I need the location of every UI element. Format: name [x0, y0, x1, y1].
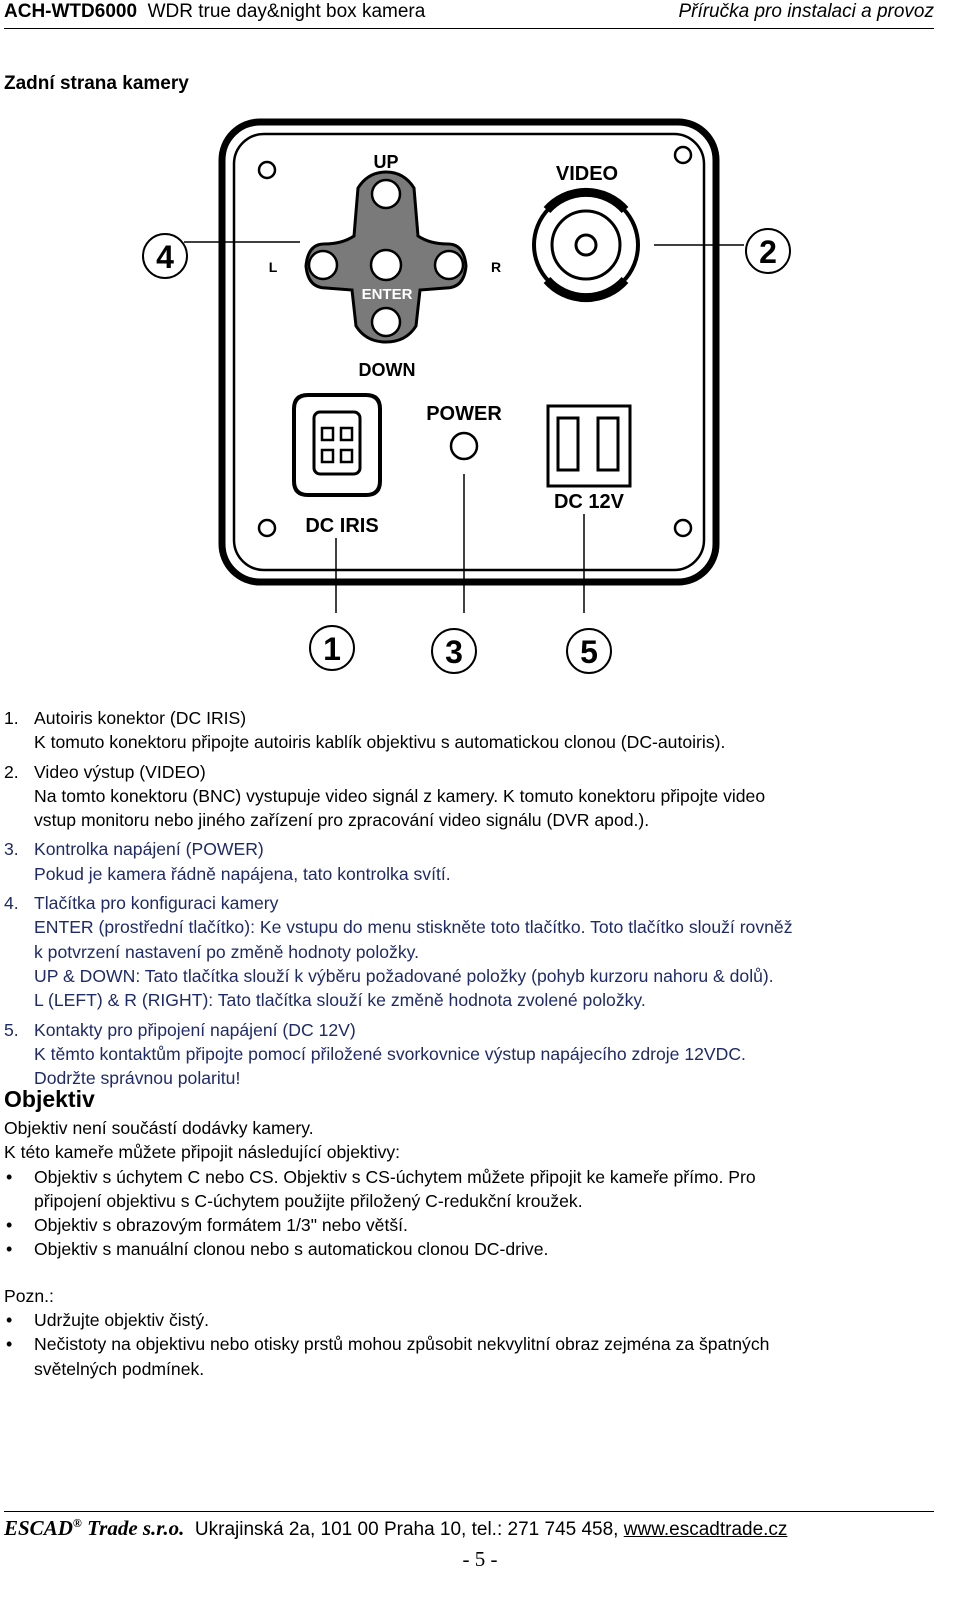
list-item — [4, 891, 944, 1012]
page-footer — [4, 1516, 944, 1541]
list-item-title: Kontrolka napájení (POWER) — [34, 839, 264, 860]
callout-2-label: 2 — [759, 234, 777, 270]
power-led — [451, 433, 477, 459]
objektiv-intro-2: K této kameře můžete připojit následující objektivy: — [4, 1142, 401, 1163]
section-title: Zadní strana kamery — [4, 73, 189, 94]
footer-company-name: ESCAD — [4, 1516, 73, 1540]
header-model-code: ACH-WTD6000 — [4, 1, 138, 22]
callout-4-label: 4 — [156, 239, 174, 275]
list-item — [4, 837, 944, 886]
footer-company — [4, 1516, 184, 1540]
list-item-title: Tlačítka pro konfiguraci kamery — [34, 893, 279, 914]
label-power: POWER — [426, 403, 502, 425]
left-button[interactable] — [309, 251, 337, 279]
lens-bullet-list — [4, 1165, 944, 1262]
screw-bottom-right — [675, 520, 691, 536]
callout-1 — [310, 626, 354, 670]
list-item-text: vstup monitoru nebo jiného zařízení pro zpracování video signálu (DVR apod.). — [34, 810, 650, 831]
page-header — [4, 0, 934, 29]
video-bnc-connector — [534, 192, 638, 297]
header-manual-title: Příručka pro instalaci a provoz — [678, 1, 934, 22]
label-dc-iris: DC IRIS — [305, 515, 379, 537]
list-item — [4, 1237, 944, 1261]
label-dc-12v: DC 12V — [553, 491, 625, 513]
list-item-number: 2. — [4, 761, 19, 782]
registered-mark: ® — [72, 1516, 82, 1530]
label-video: VIDEO — [555, 163, 619, 185]
footer-divider — [4, 1511, 934, 1512]
dc-iris-connector — [294, 395, 380, 495]
callout-5 — [567, 629, 611, 673]
camera-housing-outer — [222, 122, 716, 582]
footer-address: Ukrajinská 2a, 101 00 Praha 10, tel.: 271 745 458, — [194, 1519, 619, 1540]
header-model — [4, 1, 425, 23]
bullet-text: • Nečistoty na objektivu nebo otisky prstů mohou způsobit nekvylitní obraz zejména za špatných — [34, 1334, 770, 1355]
callout-3 — [432, 629, 476, 673]
bullet-text: připojení objektivu s C-úchytem použijte přiložený C-redukční kroužek. — [34, 1190, 583, 1211]
objektiv-intro: Objektiv není součástí dodávky kamery. — [4, 1118, 314, 1138]
list-item-text: K těmto kontaktům připojte pomocí přiložené svorkovnice výstup napájecího zdroje 12VDC. — [34, 1043, 746, 1064]
list-item-number: 5. — [4, 1019, 19, 1040]
page-number: - 5 - — [462, 1547, 498, 1571]
callout-4 — [143, 234, 187, 278]
list-item-number: 4. — [4, 893, 19, 914]
list-item-title: Video výstup (VIDEO) — [34, 761, 206, 782]
bullet-text: • Objektiv s manuální clonou nebo s automatickou clonou DC-drive. — [34, 1239, 549, 1260]
bullet-text: • Udržujte objektiv čistý. — [34, 1310, 210, 1331]
list-item-text: L (LEFT) & R (RIGHT): Tato tlačítka slouží ke změně hodnota zvolené položky. — [34, 990, 646, 1011]
note-bullet-list — [4, 1308, 944, 1381]
footer-website-link[interactable]: www.escadtrade.cz — [623, 1519, 788, 1540]
enter-button[interactable] — [371, 250, 401, 280]
camera-back-diagram — [130, 108, 810, 708]
list-item-text: ENTER (prostřední tlačítko): Ke vstupu do menu stiskněte toto tlačítko. Toto tlačítko slouží rovněž — [34, 917, 793, 938]
list-item — [4, 760, 944, 833]
bullet-text: světelných podmínek. — [34, 1358, 205, 1379]
objektiv-heading: Objektiv — [4, 1086, 95, 1112]
note-label: Pozn.: — [4, 1285, 54, 1306]
header-description: WDR true day&night box kamera — [147, 1, 426, 22]
connector-description-list — [4, 706, 944, 1095]
list-item — [4, 1165, 944, 1214]
list-item-text: K tomuto konektoru připojte autoiris kablík objektivu s automatickou clonou (DC-autoiris). — [34, 732, 726, 753]
down-button[interactable] — [372, 308, 400, 336]
list-item — [4, 706, 944, 755]
screw-bottom-left — [259, 520, 275, 536]
callout-1-label: 1 — [323, 631, 341, 667]
callout-2 — [746, 229, 790, 273]
label-right: R — [490, 259, 502, 275]
list-item — [4, 1018, 944, 1091]
list-item-number: 3. — [4, 839, 19, 860]
list-item-title: Kontakty pro připojení napájení (DC 12V) — [34, 1019, 356, 1040]
list-item-text: Na tomto konektoru (BNC) vystupuje video signál z kamery. K tomuto konektoru připojte video — [34, 785, 766, 806]
label-up: UP — [373, 152, 399, 172]
list-item-text: Pokud je kamera řádně napájena, tato kontrolka svítí. — [34, 863, 451, 884]
list-item-title: Autoiris konektor (DC IRIS) — [34, 708, 247, 728]
label-left: L — [268, 259, 278, 275]
list-item — [4, 1213, 944, 1237]
up-button[interactable] — [372, 180, 400, 208]
list-item-number: 1. — [4, 708, 19, 728]
list-item — [4, 1332, 944, 1381]
label-down: DOWN — [358, 360, 416, 380]
list-item-text: Dodržte správnou polaritu! — [34, 1068, 241, 1089]
bullet-text: • Objektiv s úchytem C nebo CS. Objektiv s CS-úchytem můžete připojit ke kameře přímo. Pro — [34, 1166, 756, 1187]
right-button[interactable] — [435, 251, 463, 279]
screw-top-left — [259, 162, 275, 178]
callout-3-label: 3 — [445, 634, 463, 670]
bullet-text: • Objektiv s obrazovým formátem 1/3" nebo větší. — [34, 1215, 408, 1236]
dc-12v-terminal — [548, 406, 630, 486]
label-enter: ENTER — [361, 286, 413, 303]
list-item-text: UP & DOWN: Tato tlačítka slouží k výběru požadované položky (pohyb kurzoru nahoru & dolů). — [34, 965, 774, 986]
list-item — [4, 1308, 944, 1332]
footer-company-suffix: Trade s.r.o. — [87, 1516, 185, 1540]
objektiv-section — [4, 1116, 944, 1381]
callout-5-label: 5 — [580, 634, 598, 670]
screw-top-right — [675, 147, 691, 163]
list-item-text: k potvrzení nastavení po změně hodnoty položky. — [34, 941, 420, 962]
